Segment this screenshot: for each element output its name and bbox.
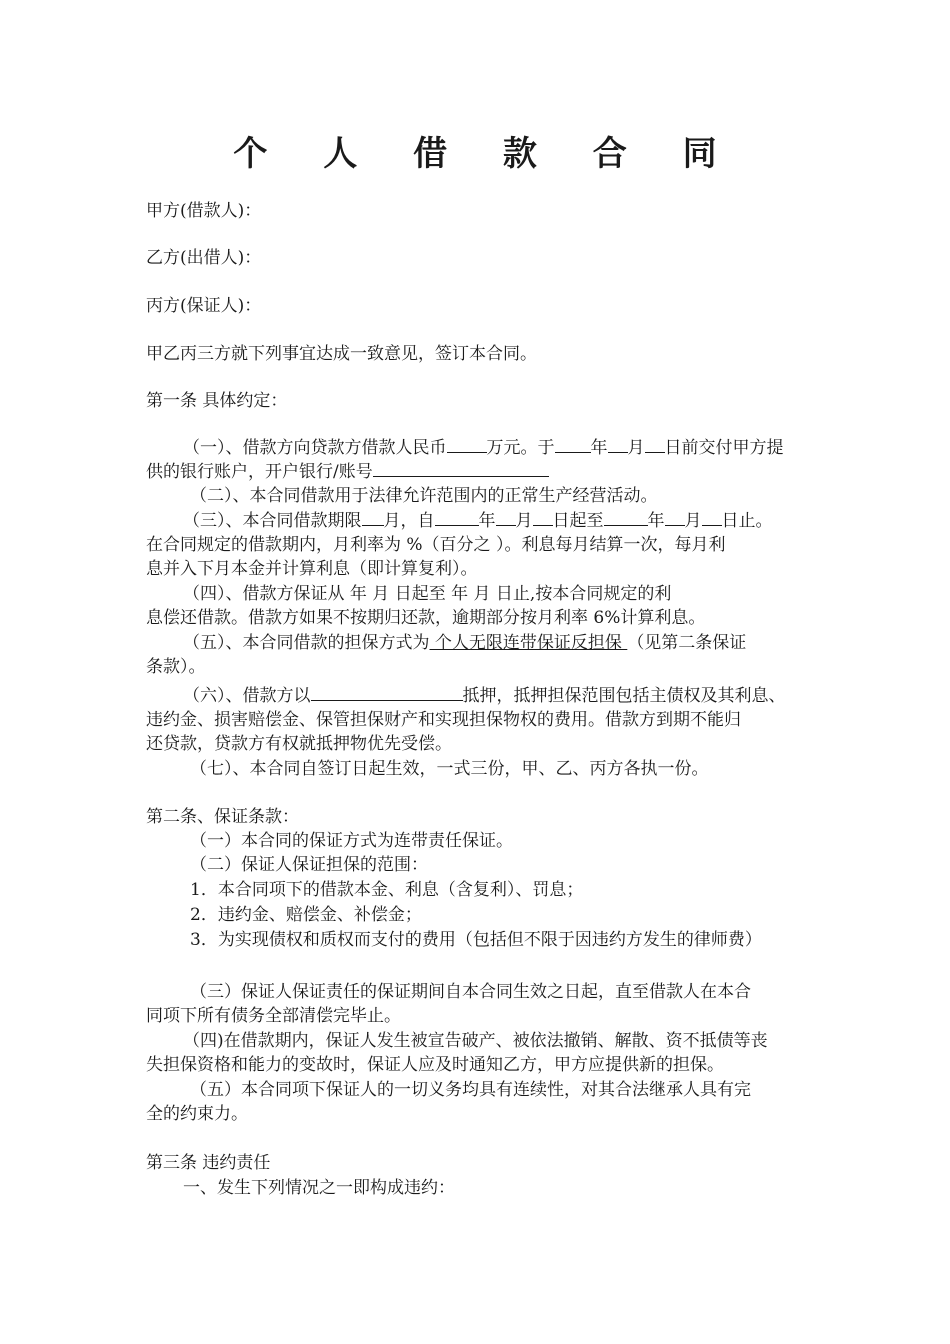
blank-end-year xyxy=(604,509,648,526)
blank-start-month xyxy=(496,509,516,526)
article1-heading: 第一条 具体约定： xyxy=(146,391,288,411)
article1-clause4-line1: （四）、借款方保证从 年 月 日起至 年 月 日止,按本合同规定的利 xyxy=(183,584,672,604)
party-lender: 乙方(出借人)： xyxy=(146,248,262,268)
article1-clause3-line1 xyxy=(183,509,816,533)
text: （五）、本合同借款的担保方式为 xyxy=(183,633,430,653)
blank-amount xyxy=(447,436,487,453)
article2-clause4-line1: （四)在借款期内，保证人发生被宣告破产、被依法撤销、解散、资不抵债等丧 xyxy=(183,1031,768,1051)
article1-clause5-line2: 条款）。 xyxy=(146,657,206,677)
text: 年 xyxy=(590,438,608,458)
article2-clause2: （二）保证人保证担保的范围： xyxy=(190,855,428,875)
article1-clause5-line1 xyxy=(183,631,816,655)
article1-clause2: （二）、本合同借款用于法律允许范围内的正常生产经营活动。 xyxy=(190,486,658,506)
blank-end-month xyxy=(665,509,685,526)
blank-start-year xyxy=(435,509,479,526)
text: （三）、本合同借款期限 xyxy=(183,511,362,531)
party-guarantor: 丙方(保证人)： xyxy=(146,296,262,316)
text: 万元。于 xyxy=(486,438,555,458)
article2-item1: 1．本合同项下的借款本金、利息（含复利）、罚息； xyxy=(190,880,584,900)
blank-month xyxy=(608,436,628,453)
article2-clause1: （一）本合同的保证方式为连带责任保证。 xyxy=(190,831,513,851)
article1-clause3-line2: 在合同规定的借款期内，月利率为 %（百分之 ）。利息每月结算一次，每月利 xyxy=(146,535,726,555)
article1-clause6-line2: 违约金、损害赔偿金、保管担保财产和实现担保物权的费用。借款方到期不能归 xyxy=(146,710,741,730)
article2-clause3-line2: 同项下所有债务全部清偿完毕止。 xyxy=(146,1006,401,1026)
text: 日止。 xyxy=(721,511,773,531)
text: 抵押，抵押担保范围包括主债权及其利息、 xyxy=(462,686,786,706)
blank-end-day xyxy=(702,509,722,526)
text: （一）、借款方向贷款方借款人民币 xyxy=(183,438,447,458)
text: 月，自 xyxy=(383,511,435,531)
blank-start-day xyxy=(533,509,553,526)
article3-heading: 第三条 违约责任 xyxy=(146,1153,271,1173)
blank-term xyxy=(362,509,384,526)
text: 日前交付甲方提 xyxy=(664,438,784,458)
text: 年 xyxy=(478,511,496,531)
article2-clause3-line1: （三）保证人保证责任的保证期间自本合同生效之日起，直至借款人在本合 xyxy=(190,982,751,1002)
text: （见第二条保证 xyxy=(627,633,747,653)
text: 年 xyxy=(647,511,665,531)
guarantee-method: 个人无限连带保证反担保 xyxy=(429,633,628,653)
text: 月 xyxy=(684,511,702,531)
text: 月 xyxy=(515,511,533,531)
page-title: 个 人 借 款 合 同 xyxy=(233,134,739,174)
party-borrower: 甲方(借款人)： xyxy=(146,201,262,221)
article1-clause3-line3: 息并入下月本金并计算利息（即计算复利）。 xyxy=(146,559,478,579)
text: 日起至 xyxy=(552,511,604,531)
blank-account xyxy=(373,460,549,477)
intro-text: 甲乙丙三方就下列事宜达成一致意见，签订本合同。 xyxy=(146,344,537,364)
article2-clause4-line2: 失担保资格和能力的变故时，保证人应及时通知乙方，甲方应提供新的担保。 xyxy=(146,1055,724,1075)
article1-clause6-line3: 还贷款，贷款方有权就抵押物优先受偿。 xyxy=(146,734,452,754)
article1-clause1-line1 xyxy=(183,436,816,460)
article3-clause1: 一、发生下列情况之一即构成违约： xyxy=(183,1178,455,1198)
article1-clause1-line2 xyxy=(146,460,816,484)
text: （六）、借款方以 xyxy=(183,686,311,706)
article1-clause7: （七）、本合同自签订日起生效，一式三份，甲、乙、丙方各执一份。 xyxy=(190,759,709,779)
article2-heading: 第二条、保证条款： xyxy=(146,807,299,827)
article1-clause4-line2: 息偿还借款。借款方如果不按期归还款，逾期部分按月利率 6%计算利息。 xyxy=(146,608,706,628)
article2-clause5-line2: 全的约束力。 xyxy=(146,1104,248,1124)
text: 供的银行账户，开户银行/账号 xyxy=(146,462,373,482)
article2-item2: 2．违约金、赔偿金、补偿金； xyxy=(190,905,422,925)
blank-year xyxy=(555,436,591,453)
blank-collateral xyxy=(311,684,463,701)
article1-clause6-line1 xyxy=(183,684,816,708)
text: 月 xyxy=(627,438,645,458)
article2-item3: 3．为实现债权和质权而支付的费用（包括但不限于因违约方发生的律师费） xyxy=(190,930,762,950)
article2-clause5-line1: （五）本合同项下保证人的一切义务均具有连续性，对其合法继承人具有完 xyxy=(190,1080,751,1100)
blank-day xyxy=(645,436,665,453)
